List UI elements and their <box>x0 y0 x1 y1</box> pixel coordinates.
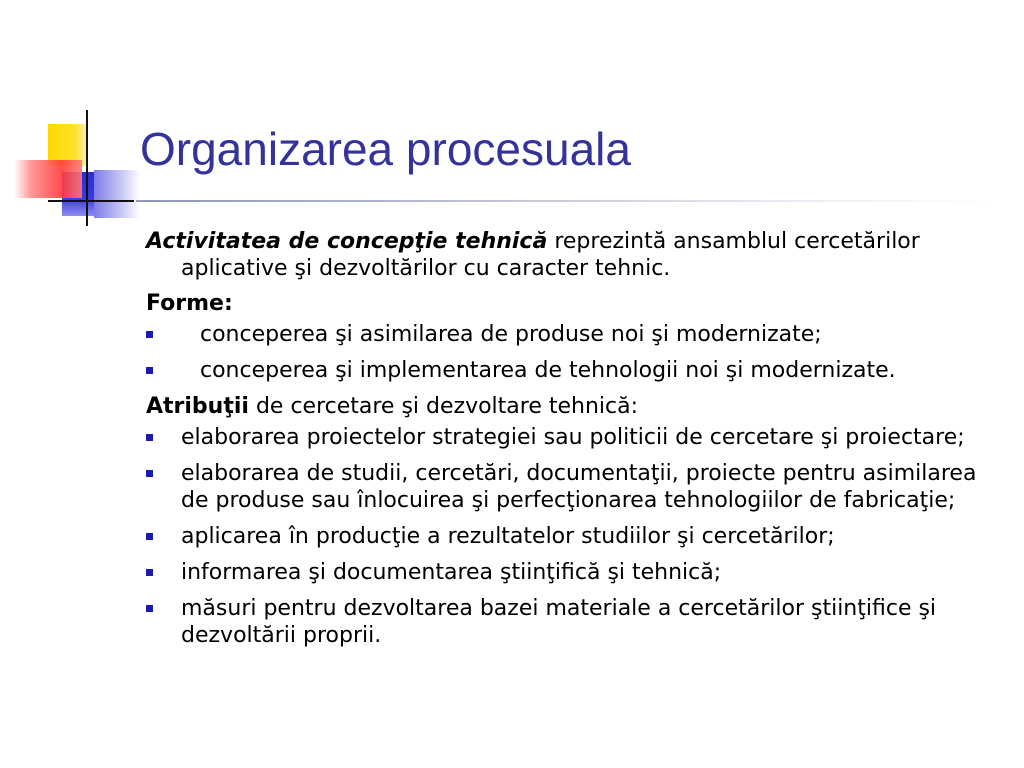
intro-paragraph <box>146 228 1006 282</box>
atributii-heading <box>146 393 1006 420</box>
atributii-list-item: elaborarea de studii, cercetări, documentaţii, proiecte pentru asimilarea de produse sau înlocuirea şi perfecţionarea tehnologiilor de fabricaţie; <box>146 460 1006 514</box>
decorative-squares-logo <box>0 0 160 240</box>
logo-horizontal-line <box>48 200 134 202</box>
atributii-list-item: elaborarea proiectelor strategiei sau politicii de cercetare şi proiectare; <box>146 424 1006 451</box>
atributii-text: de cercetare şi dezvoltare tehnică: <box>248 394 639 419</box>
title-underline <box>136 200 996 202</box>
atributii-label: Atribuţii <box>146 394 249 419</box>
atributii-list <box>146 424 1006 649</box>
square-bullet-icon <box>146 569 153 576</box>
square-bullet-icon <box>146 331 153 338</box>
intro-term: Activitatea de concepţie tehnică <box>146 229 548 254</box>
logo-vertical-line <box>86 110 88 226</box>
atributii-list-item: măsuri pentru dezvoltarea bazei materiale a cercetărilor ştiinţifice şi dezvoltării proprii. <box>146 595 1006 649</box>
atributii-list-item: aplicarea în producţie a rezultatelor studiilor şi cercetărilor; <box>146 523 1006 550</box>
square-bullet-icon <box>146 533 153 540</box>
forme-list-item: conceperea şi implementarea de tehnologii noi şi modernizate. <box>146 357 1006 384</box>
intro-text: reprezintă ansamblul cercetărilor aplicative şi dezvoltărilor cu caracter tehnic. <box>181 229 920 281</box>
square-bullet-icon <box>146 605 153 612</box>
blue-fade-square <box>94 170 140 218</box>
forme-list-item: conceperea şi asimilarea de produse noi şi modernizate; <box>146 321 1006 348</box>
square-bullet-icon <box>146 434 153 441</box>
forme-list <box>146 321 1006 384</box>
square-bullet-icon <box>146 470 153 477</box>
atributii-list-item: informarea şi documentarea ştiinţifică şi tehnică; <box>146 559 1006 586</box>
forme-heading: Forme: <box>146 291 233 316</box>
red-square <box>14 160 82 198</box>
slide-body <box>146 228 1006 658</box>
square-bullet-icon <box>146 367 153 374</box>
slide-title: Organizarea procesuala <box>140 123 631 175</box>
